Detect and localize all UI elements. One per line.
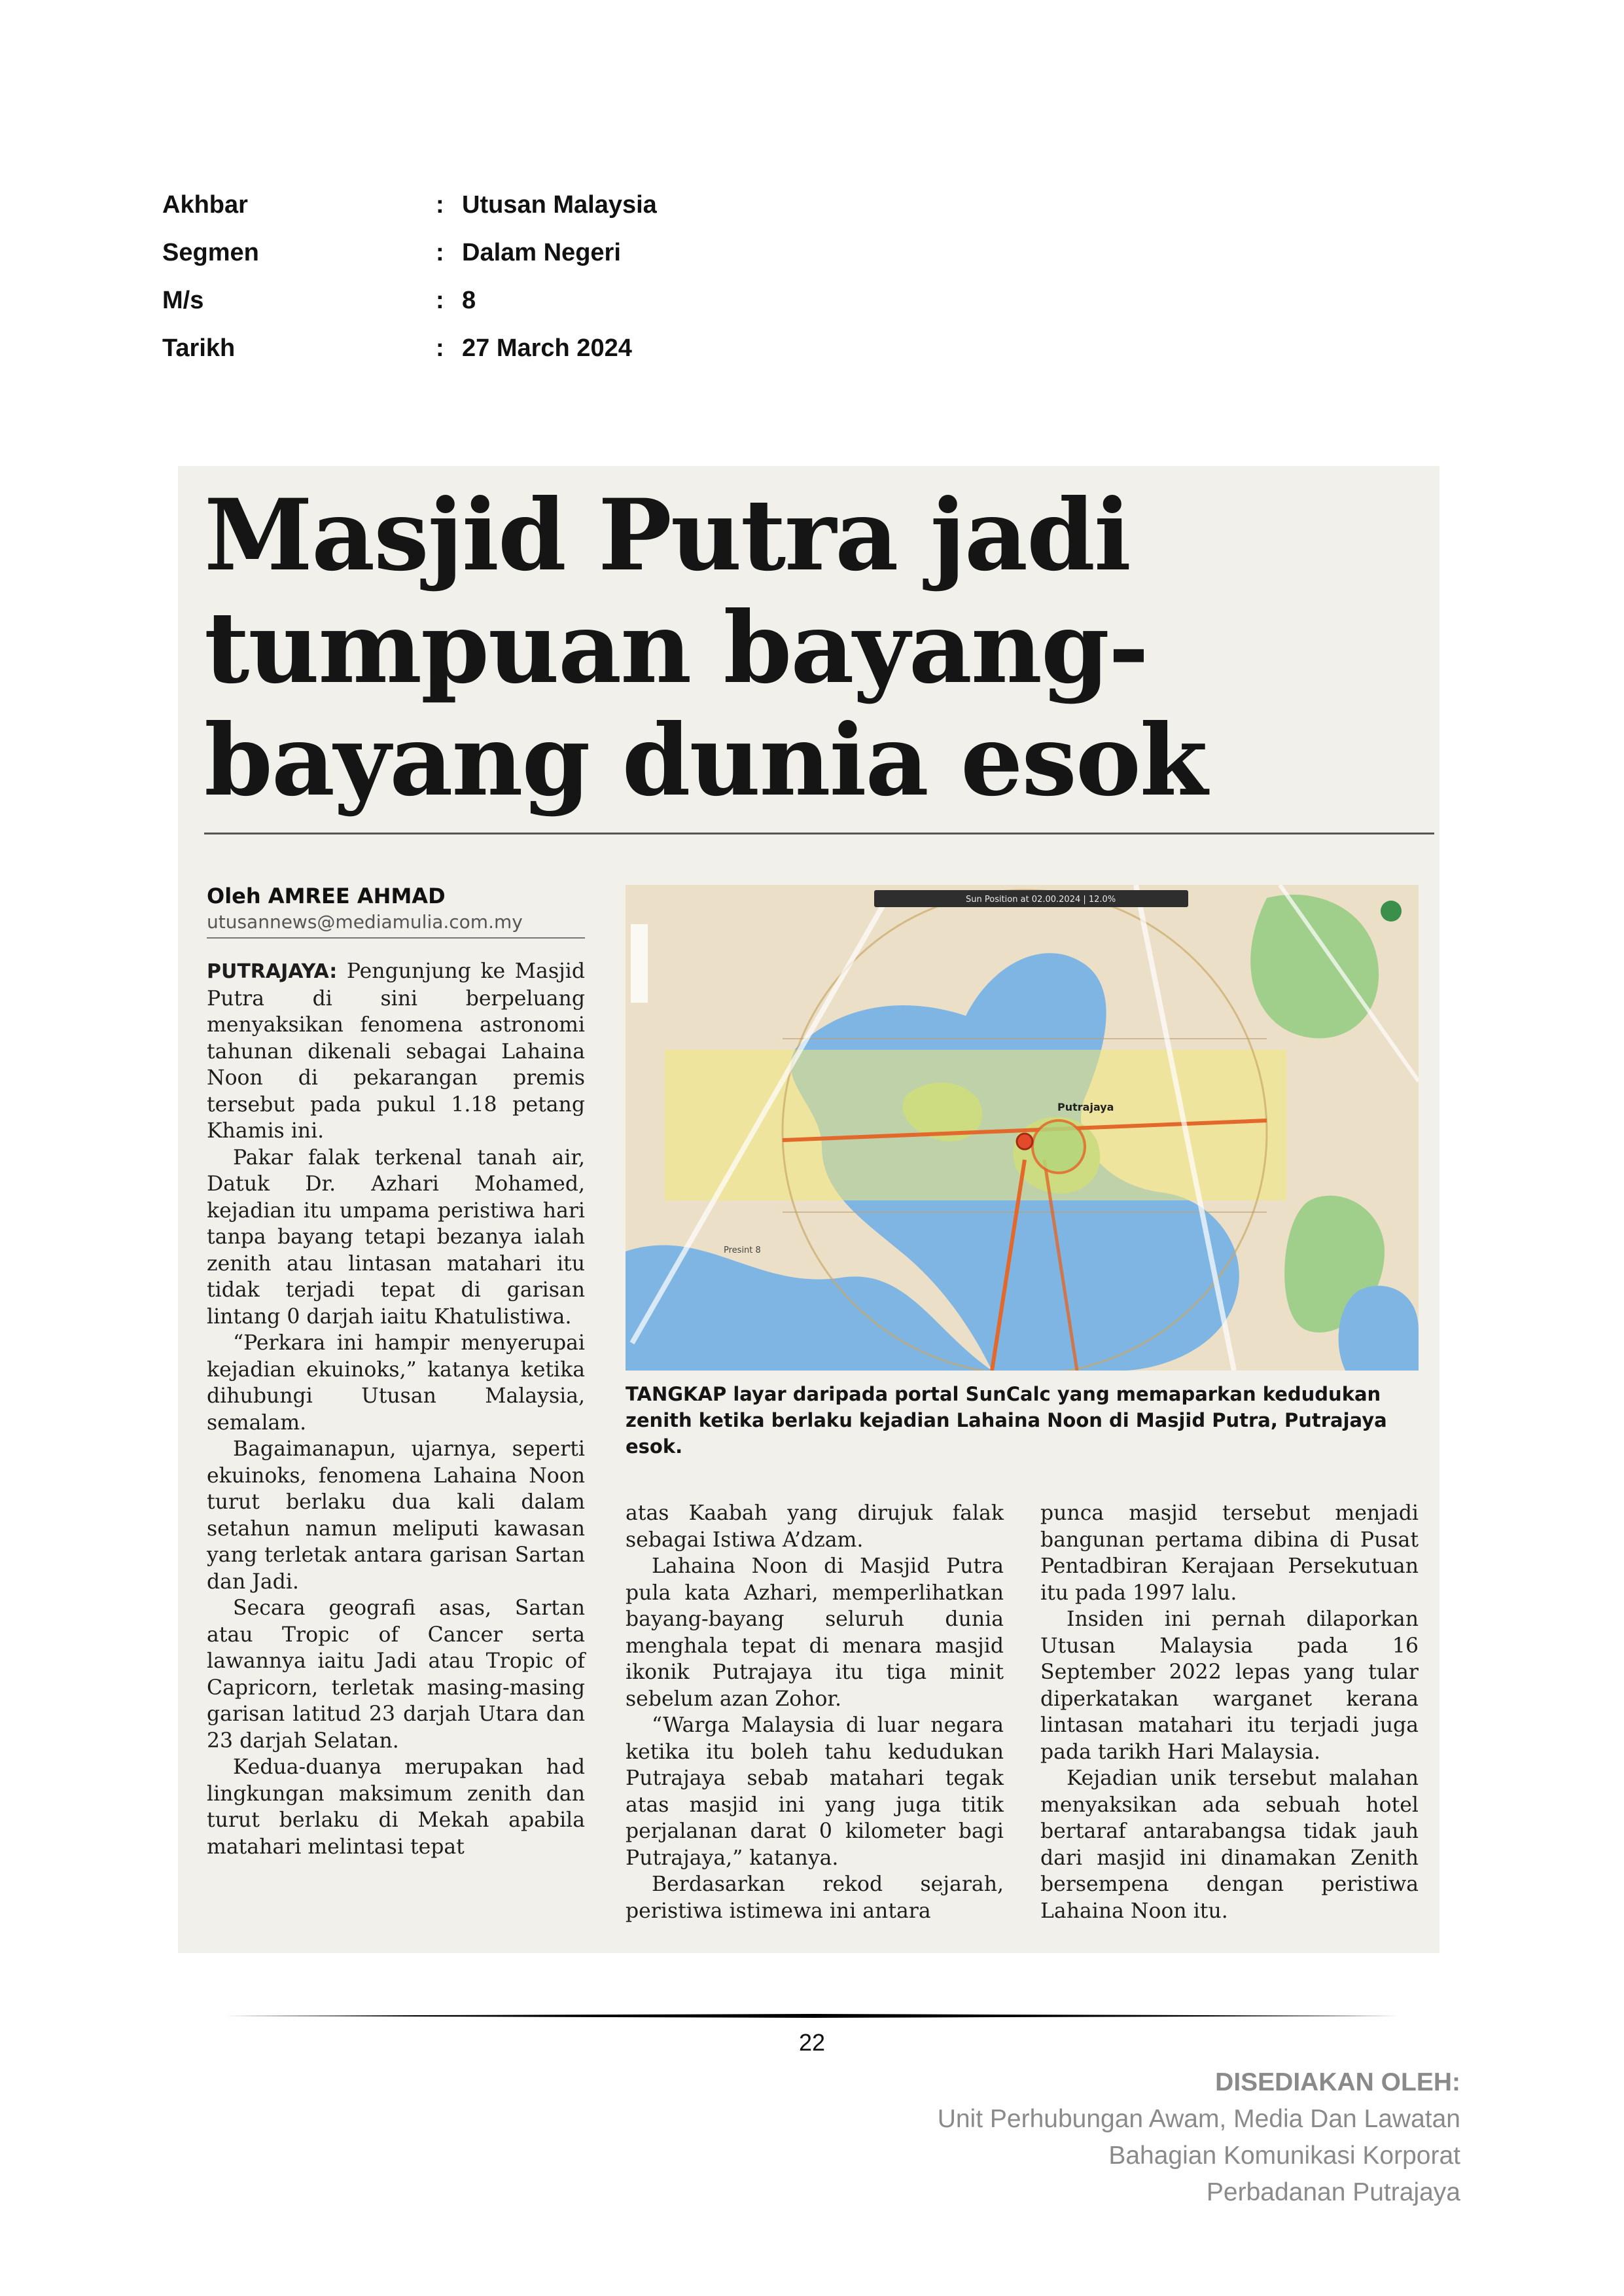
article-column-1: [207, 958, 585, 1860]
meta-label: Segmen: [162, 239, 259, 266]
prepared-by: [938, 2064, 1460, 2211]
paragraph: “Perkara ini hampir menyerupai kejadian ekuinoks,” katanya ketika dihubungi Utusan Malaysia, semalam.: [207, 1331, 585, 1435]
paragraph: atas Kaabah yang dirujuk falak sebagai Istiwa A’dzam.: [626, 1501, 1004, 1552]
meta-colon: :: [436, 287, 444, 314]
headline-line: bayang dunia esok: [204, 703, 1207, 818]
prepared-line: Unit Perhubungan Awam, Media Dan Lawatan: [937, 2105, 1460, 2133]
article-headline: [204, 479, 1207, 817]
meta-value: Utusan Malaysia: [462, 191, 657, 219]
map-label-presint: Presint 8: [724, 1246, 761, 1255]
paragraph: Kedua-duanya merupakan had lingkungan maksimum zenith dan turut berlaku di Mekah apabila matahari melintasi tepat: [207, 1755, 585, 1859]
prepared-title: DISEDIAKAN OLEH:: [1215, 2068, 1460, 2096]
map-toolbar-text: Sun Position at 02.00.2024 | 12.0%: [966, 895, 1116, 905]
meta-value: Dalam Negeri: [462, 239, 621, 266]
paragraph: punca masjid tersebut menjadi bangunan pertama dibina di Pusat Pentadbiran Kerajaan Persekutuan itu pada 1997 lalu.: [1040, 1501, 1419, 1605]
paragraph: Insiden ini pernah dilaporkan Utusan Malaysia pada 16 September 2022 lepas yang tular diperkatakan warganet kerana lintasan matahari itu terjadi juga pada tarikh Hari Malaysia.: [1040, 1607, 1419, 1764]
meta-colon: :: [436, 334, 444, 362]
meta-value: 8: [462, 287, 476, 314]
paragraph: Secara geografi asas, Sartan atau Tropic of Cancer serta lawannya iaitu Jadi atau Tropic of Capricorn, terletak masing-masing garisan latitud 23 darjah Utara dan 23 darjah Selatan.: [207, 1596, 585, 1753]
paragraph: Kejadian unik tersebut malahan menyaksikan ada sebuah hotel bertaraf antarabangsa tidak jauh dari masjid ini dinamakan Zenith bersempena dengan peristiwa Lahaina Noon itu.: [1040, 1767, 1419, 1923]
meta-label: Akhbar: [162, 191, 248, 219]
meta-label: Tarikh: [162, 334, 236, 362]
map-caption: TANGKAP layar daripada portal SunCalc yang memaparkan kedudukan zenith ketika berlaku kejadian Lahaina Noon di Masjid Putra, Putrajaya esok.: [626, 1383, 1387, 1458]
headline-divider: [204, 833, 1434, 834]
map-screenshot: [626, 885, 1419, 1371]
paragraph: Bagaimanapun, ujarnya, seperti ekuinoks, fenomena Lahaina Noon turut berlaku dua kali dalam setahun namun meliputi kawasan yang terletak antara garisan Sartan dan Jadi.: [207, 1437, 585, 1594]
byline-divider: [207, 937, 585, 939]
article-column-2: [626, 1500, 1004, 1924]
prepared-line: Bahagian Komunikasi Korporat: [1108, 2142, 1460, 2170]
page-number: 22: [798, 2029, 826, 2056]
paragraph: Lahaina Noon di Masjid Putra pula kata Azhari, memperlihatkan bayang-bayang seluruh dunia menghala tepat di menara masjid ikonik Putrajaya itu tiga minit sebelum azan Zohor.: [626, 1554, 1004, 1711]
meta-label: M/s: [162, 287, 204, 314]
byline: Oleh AMREE AHMAD: [207, 884, 446, 908]
author-email: utusannews@mediamulia.com.my: [207, 911, 523, 933]
map-label-putrajaya: Putrajaya: [1057, 1101, 1114, 1113]
map-graphic: [626, 885, 1419, 1371]
paragraph: [207, 958, 585, 1145]
newspaper-clipping: [178, 466, 1439, 1953]
paragraph: Pakar falak terkenal tanah air, Datuk Dr. Azhari Mohamed, kejadian itu umpama peristiwa hari tanpa bayang tetapi bezanya ialah zenith atau lintasan matahari itu tidak terjadi tepat di garisan lintang 0 darjah iaitu Khatulistiwa.: [207, 1145, 585, 1329]
meta-colon: :: [436, 191, 444, 219]
paragraph-text: Pengunjung ke Masjid Putra di sini berpeluang menyaksikan fenomena astronomi tahunan dikenali sebagai Lahaina Noon di pekarangan premis tersebut pada pukul 1.18 petang Khamis ini.: [207, 960, 586, 1143]
footer-divider: [225, 2014, 1399, 2018]
headline-line: Masjid Putra jadi: [204, 478, 1130, 593]
headline-line: tumpuan bayang-: [204, 590, 1148, 706]
paragraph: “Warga Malaysia di luar negara ketika itu boleh tahu kedudukan Putrajaya sebab matahari tegak atas masjid ini yang juga titik perjalanan darat 0 kilometer bagi Putrajaya,” katanya.: [626, 1713, 1004, 1870]
meta-colon: :: [436, 239, 444, 266]
dateline: PUTRAJAYA:: [207, 960, 338, 983]
prepared-line: Perbadanan Putrajaya: [1206, 2178, 1460, 2206]
article-column-3: [1040, 1500, 1419, 1924]
paragraph: Berdasarkan rekod sejarah, peristiwa istimewa ini antara: [626, 1873, 1004, 1923]
meta-value: 27 March 2024: [462, 334, 632, 362]
